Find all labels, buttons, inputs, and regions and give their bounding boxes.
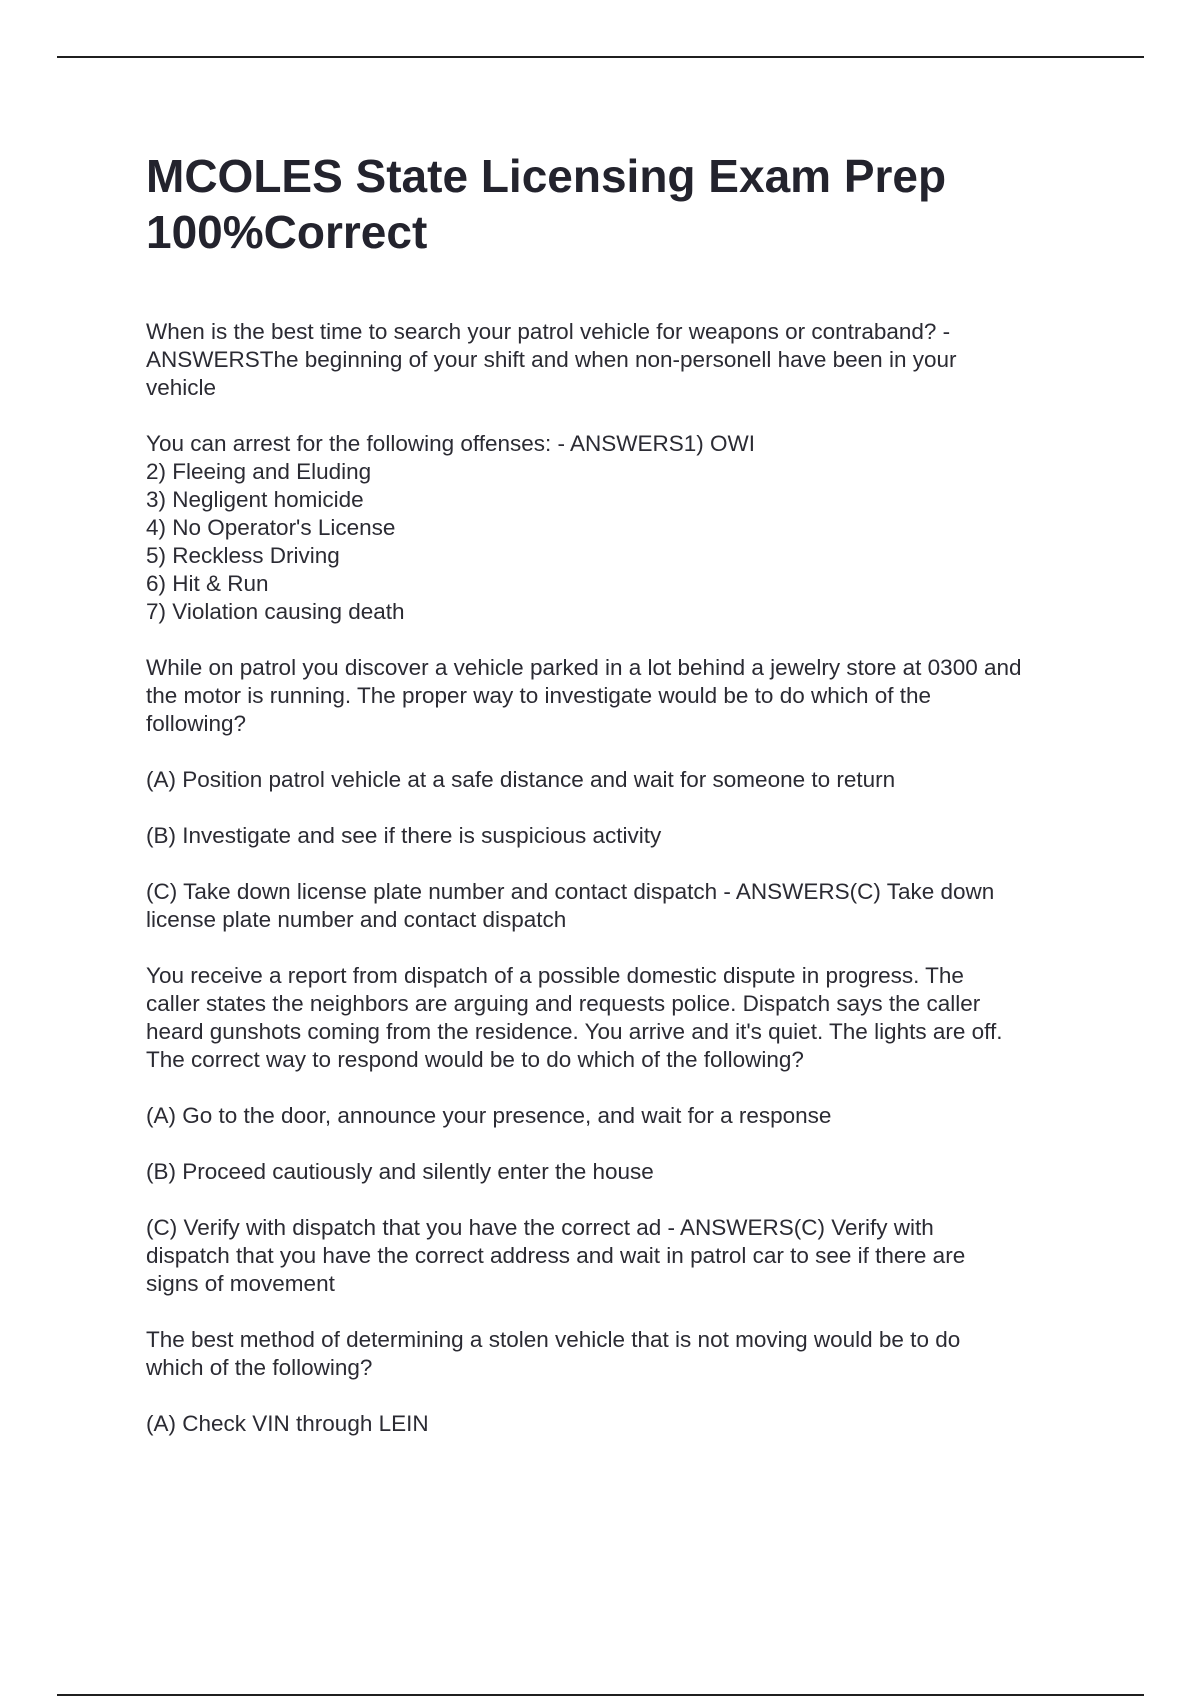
qa-paragraph <box>146 822 1096 850</box>
title-line-2: 100%Correct <box>146 206 428 258</box>
paragraph-line: the motor is running. The proper way to investigate would be to do which of the <box>146 683 932 708</box>
qa-paragraph <box>146 430 1096 626</box>
qa-paragraph <box>146 1326 1096 1382</box>
paragraph-line: The best method of determining a stolen vehicle that is not moving would be to do <box>146 1327 961 1352</box>
paragraph-line: (B) Proceed cautiously and silently enter the house <box>146 1159 654 1184</box>
paragraph-line: 6) Hit & Run <box>146 571 269 596</box>
paragraph-line: vehicle <box>146 375 217 400</box>
qa-paragraph <box>146 1410 1096 1438</box>
page-title <box>146 148 1096 260</box>
paragraph-line: 4) No Operator's License <box>146 515 396 540</box>
paragraph-line: The correct way to respond would be to do which of the following? <box>146 1047 804 1072</box>
paragraph-line: (B) Investigate and see if there is suspicious activity <box>146 823 662 848</box>
qa-paragraph <box>146 1214 1096 1298</box>
paragraph-line: (A) Go to the door, announce your presence, and wait for a response <box>146 1103 832 1128</box>
paragraph-line: 3) Negligent homicide <box>146 487 364 512</box>
paragraph-line: (C) Take down license plate number and contact dispatch - ANSWERS(C) Take down <box>146 879 995 904</box>
qa-paragraph <box>146 1158 1096 1186</box>
paragraph-line: signs of movement <box>146 1271 335 1296</box>
paragraph-line: (C) Verify with dispatch that you have the correct ad - ANSWERS(C) Verify with <box>146 1215 934 1240</box>
paragraph-line: You can arrest for the following offenses: - ANSWERS1) OWI <box>146 431 756 456</box>
top-rule <box>57 56 1144 58</box>
paragraph-line: 2) Fleeing and Eluding <box>146 459 372 484</box>
paragraph-line: dispatch that you have the correct address and wait in patrol car to see if there are <box>146 1243 966 1268</box>
document-body <box>146 318 1096 1438</box>
qa-paragraph <box>146 878 1096 934</box>
paragraph-line: caller states the neighbors are arguing and requests police. Dispatch says the caller <box>146 991 981 1016</box>
qa-paragraph <box>146 766 1096 794</box>
paragraph-line: following? <box>146 711 247 736</box>
qa-paragraph <box>146 962 1096 1074</box>
paragraph-line: license plate number and contact dispatch <box>146 907 567 932</box>
qa-paragraph <box>146 1102 1096 1130</box>
paragraph-line: 7) Violation causing death <box>146 599 405 624</box>
document-content <box>146 148 1096 1466</box>
title-line-1: MCOLES State Licensing Exam Prep <box>146 150 947 202</box>
paragraph-line: heard gunshots coming from the residence. You arrive and it's quiet. The lights are off. <box>146 1019 1003 1044</box>
paragraph-line: ANSWERSThe beginning of your shift and when non-personell have been in your <box>146 347 957 372</box>
paragraph-line: which of the following? <box>146 1355 373 1380</box>
qa-paragraph <box>146 654 1096 738</box>
paragraph-line: While on patrol you discover a vehicle parked in a lot behind a jewelry store at 0300 and <box>146 655 1022 680</box>
paragraph-line: When is the best time to search your patrol vehicle for weapons or contraband? - <box>146 319 951 344</box>
paragraph-line: (A) Check VIN through LEIN <box>146 1411 429 1436</box>
paragraph-line: 5) Reckless Driving <box>146 543 340 568</box>
bottom-rule <box>57 1694 1144 1696</box>
qa-paragraph <box>146 318 1096 402</box>
paragraph-line: (A) Position patrol vehicle at a safe distance and wait for someone to return <box>146 767 896 792</box>
paragraph-line: You receive a report from dispatch of a possible domestic dispute in progress. The <box>146 963 964 988</box>
